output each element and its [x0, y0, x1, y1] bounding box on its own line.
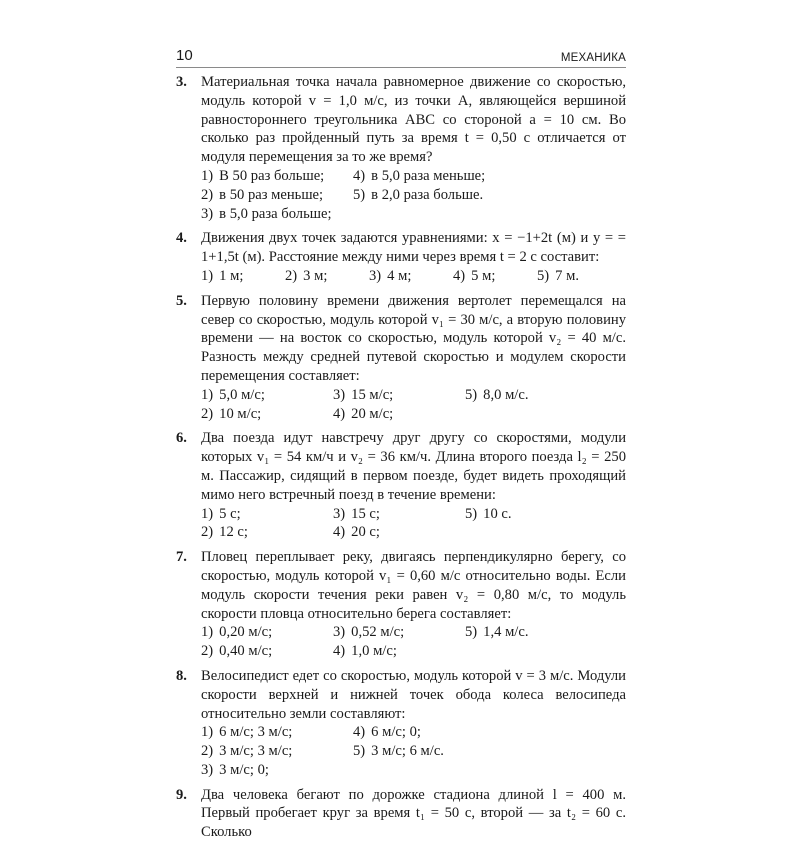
answer-label: 2)	[201, 186, 214, 203]
problem-number: 5.	[176, 292, 187, 309]
problem-number: 4.	[176, 230, 187, 247]
answer-option	[537, 267, 621, 286]
answer-option	[285, 267, 369, 286]
answer-text: 5 с;	[219, 505, 241, 522]
problem-number: 6.	[176, 430, 187, 447]
problem-item	[176, 229, 626, 285]
answer-text: В 50 раз больше;	[219, 167, 325, 184]
problem-item	[176, 429, 626, 542]
answer-option	[353, 167, 513, 186]
answer-text: 8,0 м/с.	[483, 386, 529, 403]
answer-label: 4)	[333, 524, 346, 541]
answer-label: 4)	[333, 643, 346, 660]
answer-text: 20 м/с;	[351, 405, 394, 422]
answer-text: 5,0 м/с;	[219, 386, 265, 403]
problem-item	[176, 548, 626, 661]
answer-options	[201, 386, 626, 424]
answer-text: в 5,0 раза больше;	[219, 205, 332, 222]
answer-label: 5)	[353, 186, 366, 203]
answer-options	[201, 723, 626, 779]
answer-label: 3)	[369, 267, 382, 284]
answer-option	[333, 405, 465, 424]
answer-label: 1)	[201, 505, 214, 522]
answer-options	[201, 505, 626, 543]
answer-text: 20 с;	[351, 524, 380, 541]
problem-text: Первую половину времени движения вертолет перемещался на север со скоростью, модуль которой v₁ = 30 м/с, а вторую половину времени — на восток со скоростью, модуль которой v₂ = 40 м/с. Разность между средней путевой скоростью и модулем скорости перемещения составляет:	[201, 292, 626, 384]
answer-label: 1)	[201, 167, 214, 184]
answer-label: 5)	[537, 267, 550, 284]
problem-number: 8.	[176, 667, 187, 684]
answer-label: 1)	[201, 724, 214, 741]
answer-text: в 2,0 раза больше.	[371, 186, 484, 203]
problem-item	[176, 667, 626, 780]
answer-text: 1 м;	[219, 267, 244, 284]
answer-text: в 5,0 раза меньше;	[371, 167, 486, 184]
answer-text: в 50 раз меньше;	[219, 186, 324, 203]
answer-text: 6 м/с; 3 м/с;	[219, 724, 293, 741]
running-head: МЕХАНИКА	[560, 52, 626, 64]
answer-text: 10 м/с;	[219, 405, 262, 422]
answer-label: 3)	[201, 761, 214, 778]
problem-text: Пловец переплывает реку, двигаясь перпендикулярно берегу, со скоростью, модуль которой v₁ = 0,60 м/с относительно воды. Если модуль скорости течения реки равен v₂ = 0,80 м/с, то модуль скорости пловца относительно берега составляет:	[201, 549, 626, 622]
answer-text: 4 м;	[387, 267, 412, 284]
answer-option	[201, 405, 333, 424]
answer-label: 5)	[465, 505, 478, 522]
answer-label: 2)	[201, 405, 214, 422]
answer-text: 5 м;	[471, 267, 496, 284]
answer-option	[465, 623, 585, 642]
answer-option	[201, 267, 285, 286]
answer-text: 0,40 м/с;	[219, 643, 273, 660]
answer-label: 5)	[465, 386, 478, 403]
answer-label: 1)	[201, 386, 214, 403]
answer-option	[201, 205, 353, 224]
answer-option	[201, 723, 353, 742]
answer-label: 3)	[333, 624, 346, 641]
answer-label: 1)	[201, 267, 214, 284]
problem-list	[176, 73, 626, 842]
answer-label: 3)	[201, 205, 214, 222]
answer-option	[201, 742, 353, 761]
answer-label: 2)	[201, 643, 214, 660]
answer-option	[333, 505, 465, 524]
page-number: 10	[176, 47, 193, 64]
page-header	[176, 44, 626, 68]
answer-option	[201, 761, 353, 780]
answer-text: 0,52 м/с;	[351, 624, 405, 641]
answer-label: 4)	[333, 405, 346, 422]
answer-label: 5)	[465, 624, 478, 641]
answer-option	[353, 723, 513, 742]
answer-text: 3 м/с; 6 м/с.	[371, 743, 444, 760]
answer-text: 12 с;	[219, 524, 248, 541]
answer-label: 4)	[353, 167, 366, 184]
problem-text: Материальная точка начала равномерное движение со скоростью, модуль которой v = 1,0 м/с, из точки A, являющейся вершиной равностороннего треугольника ABC со стороной a = 10 см. Во сколько раз пройденный путь за время t = 0,50 с отличается от модуля перемещения за то же время?	[201, 74, 626, 166]
answer-option	[201, 186, 353, 205]
problem-item	[176, 73, 626, 223]
answer-option	[369, 267, 453, 286]
problem-text: Два поезда идут навстречу друг другу со скоростями, модули которых v₁ = 54 км/ч и v₂ = 36 км/ч. Длина второго поезда l₂ = 250 м. Пассажир, сидящий в первом поезде, будет видеть проходящий мимо него встречный поезд в течение времени:	[201, 430, 626, 503]
answer-option	[353, 742, 513, 761]
answer-text: 15 с;	[351, 505, 380, 522]
answer-options	[201, 623, 626, 661]
answer-text: 1,4 м/с.	[483, 624, 529, 641]
answer-label: 3)	[333, 386, 346, 403]
answer-option	[201, 523, 333, 542]
problem-number: 7.	[176, 549, 187, 566]
problem-number: 3.	[176, 74, 187, 90]
answer-option	[201, 642, 333, 661]
book-page	[176, 44, 626, 848]
problem-item	[176, 292, 626, 424]
answer-label: 3)	[333, 505, 346, 522]
problem-text: Велосипедист едет со скоростью, модуль которой v = 3 м/с. Модули скорости верхней и нижней точек обода колеса велосипеда относительно земли составляют:	[201, 667, 626, 722]
answer-option	[333, 623, 465, 642]
answer-text: 1,0 м/с;	[351, 643, 397, 660]
problem-item	[176, 786, 626, 842]
answer-option	[353, 186, 513, 205]
answer-label: 2)	[201, 743, 214, 760]
answer-option	[201, 386, 333, 405]
answer-option	[201, 167, 353, 186]
answer-text: 6 м/с; 0;	[371, 724, 421, 741]
answer-text: 10 с.	[483, 505, 512, 522]
answer-text: 3 м;	[303, 267, 328, 284]
answer-label: 5)	[353, 743, 366, 760]
answer-option	[333, 523, 465, 542]
problem-text: Два человека бегают по дорожке стадиона длиной l = 400 м. Первый пробегает круг за время t₁ = 50 с, второй — за t₂ = 60 с. Сколько	[201, 786, 626, 841]
answer-option	[333, 642, 465, 661]
problem-text: Движения двух точек задаются уравнениями: x = −1+2t (м) и y = = 1+1,5t (м). Расстояние между ними через время t = 2 с составит:	[201, 230, 626, 266]
answer-option	[465, 505, 585, 524]
answer-option	[201, 505, 333, 524]
answer-option	[201, 623, 333, 642]
answer-text: 15 м/с;	[351, 386, 394, 403]
answer-text: 3 м/с; 3 м/с;	[219, 743, 293, 760]
answer-option	[453, 267, 537, 286]
answer-option	[333, 386, 465, 405]
answer-text: 0,20 м/с;	[219, 624, 273, 641]
answer-label: 4)	[353, 724, 366, 741]
answer-label: 2)	[285, 267, 298, 284]
answer-option	[465, 386, 585, 405]
answer-options	[201, 267, 626, 286]
answer-text: 7 м.	[555, 267, 580, 284]
answer-label: 4)	[453, 267, 466, 284]
answer-label: 1)	[201, 624, 214, 641]
problem-number: 9.	[176, 786, 187, 803]
answer-text: 3 м/с; 0;	[219, 761, 269, 778]
answer-label: 2)	[201, 524, 214, 541]
answer-options	[201, 167, 626, 223]
